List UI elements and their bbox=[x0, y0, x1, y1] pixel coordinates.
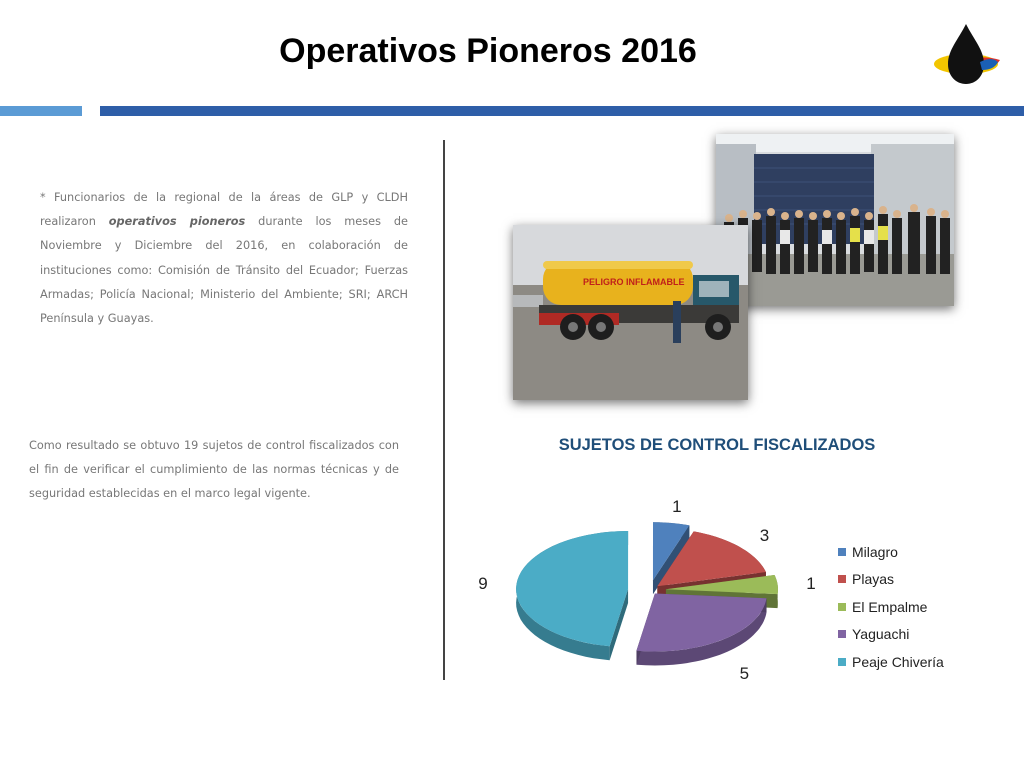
pie-data-label-milagro: 1 bbox=[672, 496, 682, 516]
intro-text-part2: durante los meses de Noviembre y Diciembre del 2016, en colaboración de instituciones como: Comisión de Tránsito del Ecuador; Fuerzas Armadas; Policía Nacional; Ministerio del Ambiente; SRI; ARCH Península y Guayas. bbox=[40, 215, 408, 326]
legend-swatch bbox=[838, 575, 846, 583]
legend-swatch bbox=[838, 603, 846, 611]
intro-emphasis: operativos pioneros bbox=[108, 215, 246, 229]
legend-item bbox=[838, 566, 944, 594]
legend-item bbox=[838, 621, 944, 649]
legend-label: Yaguachi bbox=[852, 626, 910, 643]
pie-data-label-playas: 3 bbox=[759, 526, 770, 546]
legend-item bbox=[838, 648, 944, 676]
legend-label: El Empalme bbox=[852, 598, 928, 615]
header-accent-bar-right bbox=[100, 106, 1024, 116]
pie-slice-yaguachi bbox=[637, 593, 767, 651]
result-paragraph: Como resultado se obtuvo 19 sujetos de control fiscalizados con el fin de verificar el cumplimiento de las normas técnicas y de seguridad establecidas en el marco legal vigente. bbox=[29, 439, 399, 501]
chart-title: SUJETOS DE CONTROL FISCALIZADOS bbox=[558, 436, 876, 454]
legend-swatch bbox=[838, 548, 846, 556]
pie-data-label-peaje-chiver-a: 9 bbox=[478, 573, 488, 593]
legend-swatch bbox=[838, 658, 846, 666]
pie-data-label-yaguachi: 5 bbox=[739, 664, 750, 683]
intro-text-part1: * Funcionarios de la regional de la áreas de GLP y CLDH realizaron bbox=[40, 191, 408, 229]
legend-item bbox=[838, 538, 944, 566]
legend-label: Playas bbox=[852, 571, 895, 588]
truck-warning-text: PELIGRO INFLAMABLE bbox=[583, 277, 685, 287]
legend-swatch bbox=[838, 630, 846, 638]
intro-paragraph bbox=[40, 186, 408, 331]
legend-label: Peaje Chivería bbox=[852, 653, 944, 670]
slide-title: Operativos Pioneros 2016 bbox=[279, 32, 697, 70]
group-photo bbox=[716, 134, 954, 306]
pie-data-label-el-empalme: 1 bbox=[806, 574, 816, 593]
drop-logo-icon bbox=[930, 22, 1002, 86]
chart-legend bbox=[838, 538, 944, 676]
legend-item bbox=[838, 593, 944, 621]
header-accent-bar-left bbox=[0, 106, 82, 116]
vertical-divider bbox=[443, 140, 445, 680]
tanker-truck-photo bbox=[513, 225, 748, 400]
legend-label: Milagro bbox=[852, 543, 898, 560]
